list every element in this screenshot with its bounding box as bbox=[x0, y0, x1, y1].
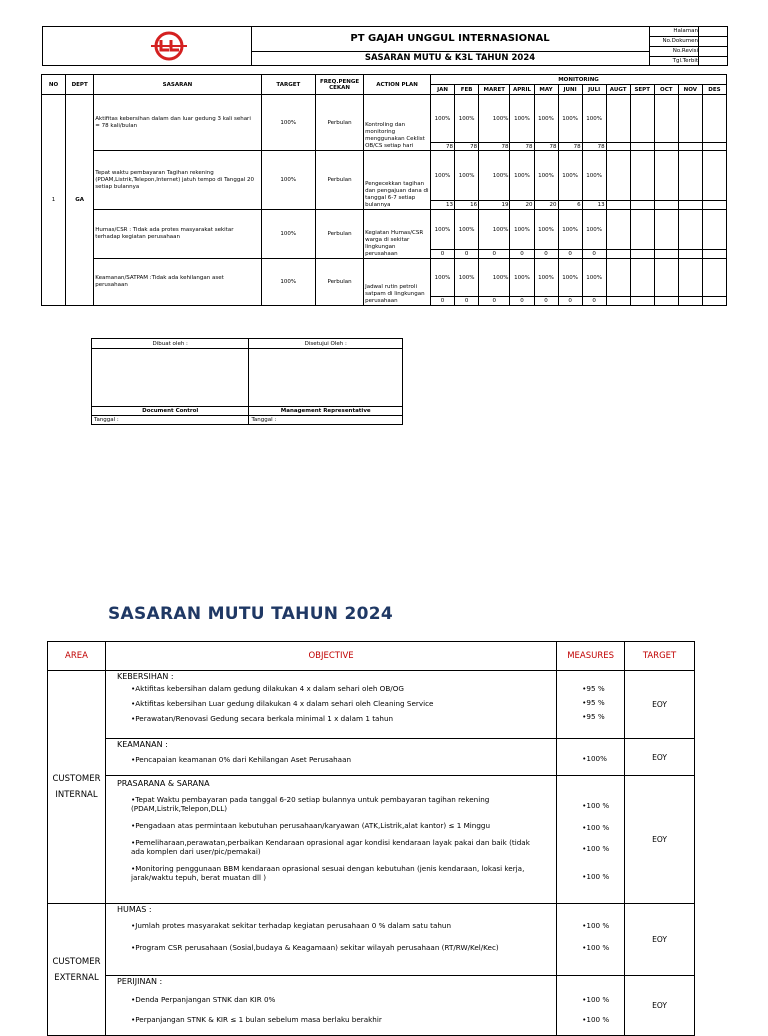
measures-humas bbox=[557, 904, 625, 976]
monitoring-table bbox=[41, 74, 727, 306]
month-percentage bbox=[630, 151, 654, 201]
measures-kebersihan bbox=[557, 671, 625, 739]
header-area: AREA bbox=[48, 642, 106, 671]
month-count: 20 bbox=[534, 201, 558, 210]
month-percentage: 100% bbox=[582, 95, 606, 143]
month-header: JULI bbox=[582, 85, 606, 95]
month-header: NOV bbox=[678, 85, 702, 95]
month-count: 78 bbox=[510, 143, 534, 151]
target-prasarana: EOY bbox=[625, 776, 695, 904]
month-count: 0 bbox=[582, 250, 606, 259]
month-count bbox=[606, 143, 630, 151]
target-keamanan: EOY bbox=[625, 739, 695, 776]
month-count: 78 bbox=[582, 143, 606, 151]
target-value: 100% bbox=[261, 210, 315, 259]
month-percentage bbox=[630, 259, 654, 297]
month-percentage bbox=[606, 95, 630, 143]
month-count: 19 bbox=[479, 201, 510, 210]
header-target: TARGET bbox=[261, 75, 315, 95]
sasaran-text: Tepat waktu pembayaran Tagihan rekening (PDAM,Listrik,Telepon,Internet) jatuh tempo di Tanggal 20 setiap bulannya bbox=[94, 151, 261, 210]
header-monitoring: MONITORING bbox=[431, 75, 727, 85]
month-count: 0 bbox=[510, 297, 534, 306]
month-count: 20 bbox=[510, 201, 534, 210]
month-percentage bbox=[606, 210, 630, 250]
measure-value: •100 % bbox=[582, 844, 610, 853]
month-percentage: 100% bbox=[479, 95, 510, 143]
month-percentage bbox=[654, 151, 678, 201]
target-humas: EOY bbox=[625, 904, 695, 976]
month-count: 0 bbox=[558, 250, 582, 259]
month-count bbox=[678, 250, 702, 259]
month-count: 6 bbox=[558, 201, 582, 210]
sasaran-mutu-title: SASARAN MUTU TAHUN 2024 bbox=[108, 604, 394, 624]
objective-item: •Perpanjangan STNK & KIR ≤ 1 bulan sebelum masa berlaku berakhir bbox=[130, 1015, 382, 1024]
month-header: APRIL bbox=[510, 85, 534, 95]
header-measures: MEASURES bbox=[557, 642, 625, 671]
target-value: 100% bbox=[261, 151, 315, 210]
measure-value: •100 % bbox=[582, 921, 610, 930]
month-percentage: 100% bbox=[558, 210, 582, 250]
objective-item: •Pemeliharaan,perawatan,perbaikan Kendaraan oprasional agar kondisi kendaraan layak pakai dan baik (tidak ada komplen dari user/pic/pemakai) bbox=[130, 838, 530, 856]
month-percentage: 100% bbox=[558, 95, 582, 143]
month-count: 78 bbox=[455, 143, 479, 151]
month-percentage: 100% bbox=[582, 151, 606, 201]
logo-cell bbox=[43, 27, 252, 65]
monitoring-row bbox=[42, 151, 727, 201]
section-humas bbox=[105, 904, 556, 976]
month-percentage: 100% bbox=[510, 210, 534, 250]
section-title: KEBERSIHAN : bbox=[116, 672, 174, 681]
month-percentage bbox=[630, 210, 654, 250]
company-logo-icon bbox=[43, 27, 251, 65]
section-kebersihan bbox=[105, 671, 556, 739]
section-title: PERIJINAN : bbox=[116, 977, 163, 986]
month-count bbox=[654, 250, 678, 259]
objective-item: •Monitoring penggunaan BBM kendaraan oprasional sesuai dengan kebutuhan (jenis kendaraan, lokasi kerja, jarak/waktu tepuh, berat muatan dll ) bbox=[130, 864, 525, 882]
month-count: 0 bbox=[510, 250, 534, 259]
signature-area-left bbox=[92, 349, 249, 407]
sasaran-mutu-table bbox=[47, 641, 695, 1036]
month-header: FEB bbox=[455, 85, 479, 95]
meta-row bbox=[649, 47, 727, 57]
measure-value: •100 % bbox=[582, 995, 610, 1004]
meta-label: No.Revisi bbox=[649, 47, 699, 56]
month-percentage: 100% bbox=[431, 151, 455, 201]
action-plan: Pengecekkan tagihan dan pengajuan dana di tanggal 6-7 setiap bulannya bbox=[364, 151, 431, 210]
area-customer-internal: CUSTOMER INTERNAL bbox=[48, 671, 106, 904]
month-count bbox=[678, 201, 702, 210]
document-meta bbox=[649, 27, 727, 65]
month-count bbox=[630, 250, 654, 259]
month-count bbox=[678, 297, 702, 306]
month-header: AUGT bbox=[606, 85, 630, 95]
month-percentage: 100% bbox=[558, 259, 582, 297]
action-plan: Jadwal rutin petroli satpam di lingkungan perusahaan bbox=[364, 259, 431, 306]
month-count bbox=[654, 143, 678, 151]
month-count bbox=[654, 201, 678, 210]
frequency: Perbulan bbox=[315, 95, 363, 151]
target-kebersihan: EOY bbox=[625, 671, 695, 739]
month-percentage: 100% bbox=[534, 210, 558, 250]
month-percentage bbox=[702, 95, 726, 143]
month-count: 13 bbox=[431, 201, 455, 210]
meta-label: Tgl.Terbit bbox=[649, 57, 699, 66]
measure-value: •100 % bbox=[582, 801, 610, 810]
document-control-label: Document Control bbox=[92, 407, 249, 416]
month-percentage bbox=[606, 259, 630, 297]
objective-item: •Pengadaan atas permintaan kebutuhan perusahaan/karyawan (ATK,Listrik,alat kantor) ≤ 1 Minggu bbox=[130, 821, 491, 830]
header-sasaran: SASARAN bbox=[94, 75, 261, 95]
month-header: JUNI bbox=[558, 85, 582, 95]
month-count: 0 bbox=[582, 297, 606, 306]
document-header bbox=[42, 26, 728, 66]
month-count: 0 bbox=[431, 297, 455, 306]
month-percentage bbox=[606, 151, 630, 201]
sasaran-text: Keamanan/SATPAM :Tidak ada kehilangan aset perusahaan bbox=[94, 259, 261, 306]
header-titles bbox=[251, 27, 650, 65]
sasaran-text: Humas/CSR : Tidak ada protes masyarakat sekitar terhadap kegiatan perusahaan bbox=[94, 210, 261, 259]
action-plan: Kegiatan Humas/CSR warga di sekitar lingkungan perusahaan bbox=[364, 210, 431, 259]
month-count bbox=[702, 250, 726, 259]
month-count bbox=[678, 143, 702, 151]
month-percentage bbox=[654, 259, 678, 297]
month-count bbox=[702, 201, 726, 210]
objective-item: •Perawatan/Renovasi Gedung secara berkala minimal 1 x dalam 1 tahun bbox=[130, 714, 394, 723]
meta-row bbox=[649, 57, 727, 66]
month-count bbox=[630, 201, 654, 210]
approved-by-label: Disetujui Oleh : bbox=[249, 339, 403, 349]
month-percentage bbox=[678, 259, 702, 297]
month-count: 16 bbox=[455, 201, 479, 210]
measure-value: •100 % bbox=[582, 943, 610, 952]
frequency: Perbulan bbox=[315, 151, 363, 210]
target-value: 100% bbox=[261, 95, 315, 151]
month-percentage bbox=[678, 95, 702, 143]
objective-item: •Program CSR perusahaan (Sosial,budaya & Keagamaan) sekitar wilayah perusahaan (RT/RW/Kel/Kec) bbox=[130, 943, 499, 952]
date-left: Tanggal : bbox=[92, 416, 249, 425]
signature-area-right bbox=[249, 349, 403, 407]
month-count: 78 bbox=[534, 143, 558, 151]
month-count bbox=[606, 250, 630, 259]
monitoring-row bbox=[42, 95, 727, 143]
sasaran-text: Aktifitas kebersihan dalam dan luar gedung 3 kali sehari = 78 kali/bulan bbox=[94, 95, 261, 151]
section-title: PRASARANA & SARANA bbox=[116, 779, 210, 788]
frequency: Perbulan bbox=[315, 210, 363, 259]
measure-value: •95 % bbox=[582, 698, 605, 707]
date-right: Tanggal : bbox=[249, 416, 403, 425]
month-count: 0 bbox=[479, 250, 510, 259]
month-percentage: 100% bbox=[558, 151, 582, 201]
measure-value: •100 % bbox=[582, 823, 610, 832]
measure-value: •95 % bbox=[582, 712, 605, 721]
measures-prasarana bbox=[557, 776, 625, 904]
meta-row bbox=[649, 27, 727, 37]
month-percentage: 100% bbox=[479, 210, 510, 250]
month-count: 0 bbox=[558, 297, 582, 306]
month-percentage: 100% bbox=[510, 259, 534, 297]
month-count: 0 bbox=[534, 250, 558, 259]
month-percentage: 100% bbox=[479, 259, 510, 297]
month-header: JAN bbox=[431, 85, 455, 95]
month-count: 0 bbox=[479, 297, 510, 306]
month-header: OCT bbox=[654, 85, 678, 95]
month-count: 0 bbox=[431, 250, 455, 259]
month-percentage bbox=[654, 210, 678, 250]
month-count bbox=[606, 297, 630, 306]
objective-item: •Denda Perpanjangan STNK dan KIR 0% bbox=[130, 995, 276, 1004]
objective-item: •Jumlah protes masyarakat sekitar terhadap kegiatan perusahaan 0 % dalam satu tahun bbox=[130, 921, 452, 930]
section-keamanan bbox=[105, 739, 556, 776]
month-percentage: 100% bbox=[534, 151, 558, 201]
month-percentage bbox=[678, 210, 702, 250]
measure-value: •100 % bbox=[582, 1015, 610, 1024]
header-freq: FREQ.PENGE CEKAN bbox=[315, 75, 363, 95]
meta-label: Halaman bbox=[649, 27, 699, 36]
month-count: 78 bbox=[558, 143, 582, 151]
month-percentage: 100% bbox=[582, 259, 606, 297]
header-action-plan: ACTION PLAN bbox=[364, 75, 431, 95]
month-header: SEPT bbox=[630, 85, 654, 95]
header-objective: OBJECTIVE bbox=[105, 642, 556, 671]
objective-item: •Pencapaian keamanan 0% dari Kehilangan Aset Perusahaan bbox=[130, 755, 352, 764]
month-percentage bbox=[702, 210, 726, 250]
section-prasarana bbox=[105, 776, 556, 904]
month-percentage: 100% bbox=[510, 95, 534, 143]
measure-value: •95 % bbox=[582, 684, 605, 693]
row-number: 1 bbox=[42, 95, 66, 306]
month-count: 0 bbox=[455, 297, 479, 306]
month-percentage: 100% bbox=[431, 95, 455, 143]
month-percentage: 100% bbox=[455, 259, 479, 297]
header-target: TARGET bbox=[625, 642, 695, 671]
objective-item: •Aktifitas kebersihan Luar gedung dilakukan 4 x dalam sehari oleh Cleaning Service bbox=[130, 699, 434, 708]
month-percentage: 100% bbox=[431, 259, 455, 297]
frequency: Perbulan bbox=[315, 259, 363, 306]
meta-label: No.Dokumen bbox=[649, 37, 699, 46]
month-percentage bbox=[630, 95, 654, 143]
month-count bbox=[702, 297, 726, 306]
company-name: PT GAJAH UNGGUL INTERNASIONAL bbox=[251, 27, 649, 52]
month-percentage: 100% bbox=[455, 210, 479, 250]
target-value: 100% bbox=[261, 259, 315, 306]
month-count bbox=[630, 297, 654, 306]
meta-row bbox=[649, 37, 727, 47]
target-perijinan: EOY bbox=[625, 976, 695, 1036]
month-count: 78 bbox=[479, 143, 510, 151]
month-count bbox=[630, 143, 654, 151]
month-percentage: 100% bbox=[510, 151, 534, 201]
measures-perijinan bbox=[557, 976, 625, 1036]
monitoring-row bbox=[42, 259, 727, 297]
month-count: 78 bbox=[431, 143, 455, 151]
management-rep-label: Management Representative bbox=[249, 407, 403, 416]
objective-item: •Tepat Waktu pembayaran pada tanggal 6-20 setiap bulannya untuk pembayaran tagihan rekening (PDAM,Listrik,Telepon,DLL) bbox=[130, 795, 490, 813]
month-percentage: 100% bbox=[534, 95, 558, 143]
month-percentage: 100% bbox=[455, 95, 479, 143]
objective-item: •Aktifitas kebersihan dalam gedung dilakukan 4 x dalam sehari oleh OB/OG bbox=[130, 684, 404, 693]
month-percentage: 100% bbox=[479, 151, 510, 201]
department: GA bbox=[66, 95, 94, 306]
month-percentage: 100% bbox=[582, 210, 606, 250]
month-count bbox=[654, 297, 678, 306]
document-title: SASARAN MUTU & K3L TAHUN 2024 bbox=[364, 53, 536, 63]
month-count: 13 bbox=[582, 201, 606, 210]
month-count bbox=[702, 143, 726, 151]
month-header: DES bbox=[702, 85, 726, 95]
action-plan: Kontroling dan monitoring menggunakan Ceklist OB/CS setiap hari bbox=[364, 95, 431, 151]
month-percentage bbox=[702, 259, 726, 297]
measure-value: •100 % bbox=[582, 872, 610, 881]
month-percentage bbox=[678, 151, 702, 201]
signature-table bbox=[91, 338, 403, 425]
header-dept: DEPT bbox=[66, 75, 94, 95]
monitoring-row bbox=[42, 210, 727, 250]
month-header: MARET bbox=[479, 85, 510, 95]
measures-keamanan bbox=[557, 739, 625, 776]
month-percentage bbox=[702, 151, 726, 201]
month-percentage bbox=[654, 95, 678, 143]
month-count: 0 bbox=[534, 297, 558, 306]
month-percentage: 100% bbox=[455, 151, 479, 201]
section-title: HUMAS : bbox=[116, 905, 152, 914]
month-header: MAY bbox=[534, 85, 558, 95]
month-count: 0 bbox=[455, 250, 479, 259]
month-percentage: 100% bbox=[534, 259, 558, 297]
header-no: NO bbox=[42, 75, 66, 95]
measure-value: •100% bbox=[582, 754, 607, 763]
month-percentage: 100% bbox=[431, 210, 455, 250]
section-title: KEAMANAN : bbox=[116, 740, 168, 749]
section-perijinan bbox=[105, 976, 556, 1036]
month-count bbox=[606, 201, 630, 210]
made-by-label: Dibuat oleh : bbox=[92, 339, 249, 349]
area-customer-external: CUSTOMER EXTERNAL bbox=[48, 904, 106, 1036]
